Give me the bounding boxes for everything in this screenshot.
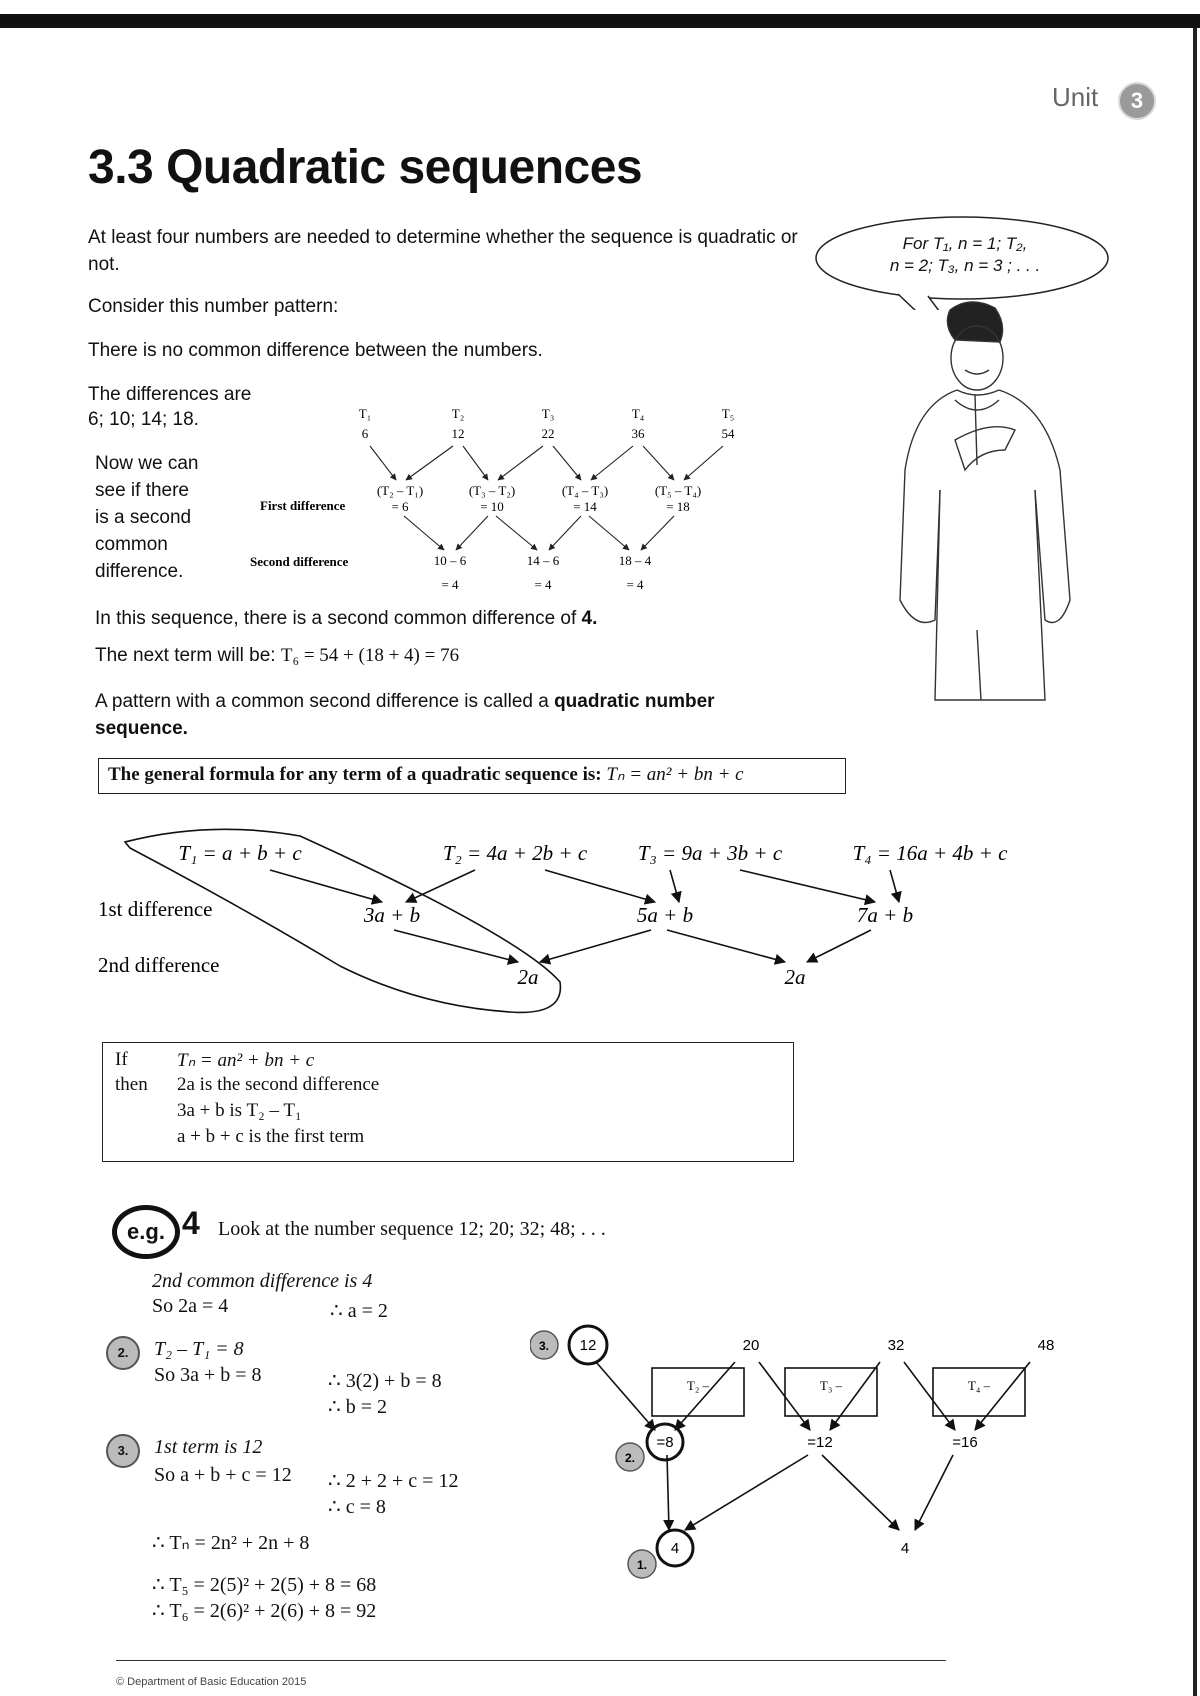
term-label: T₅: [721, 406, 735, 421]
first-difference-label: First difference: [260, 498, 346, 513]
arrow: [643, 446, 674, 480]
step-badge: 1.: [636, 1558, 648, 1572]
intro-paragraph-2: Consider this number pattern:: [88, 296, 339, 317]
intro-paragraph-4a: The differences are: [88, 384, 252, 405]
number-pattern-diagram: [230, 404, 790, 604]
first-difference-expr: (T₄ – T₃): [561, 483, 609, 498]
arrow: [589, 516, 629, 550]
arrow: [975, 1362, 1030, 1430]
general-term: T₄ = 16a + 4b + c: [852, 841, 1008, 865]
arrow: [270, 870, 382, 902]
arrow: [394, 930, 518, 962]
arrow: [670, 870, 679, 902]
arrow: [685, 1455, 808, 1530]
arrow: [807, 930, 871, 962]
p5-line: difference.: [95, 561, 184, 582]
arrow: [406, 446, 453, 480]
step3-badge: 3.: [106, 1434, 140, 1468]
general-second-difference: 2a: [784, 965, 806, 989]
arrow: [675, 1362, 735, 1430]
arrow: [641, 516, 674, 550]
step1-result: ∴ a = 2: [330, 1300, 388, 1322]
term-quadratic: quadratic number: [554, 691, 715, 712]
example-number: 4: [182, 1205, 200, 1241]
general-term: T₁ = a + b + c: [178, 841, 302, 865]
step1-title: 2nd common difference is 4: [152, 1270, 373, 1292]
second-difference-label: Second difference: [250, 554, 349, 569]
step2-line: So 3a + b = 8: [154, 1364, 262, 1386]
difference-box-label: T₃ –: [819, 1378, 843, 1393]
term-value: 12: [451, 426, 465, 441]
step-badge: 3.: [538, 1339, 550, 1353]
second-difference-expr: 14 – 6: [526, 553, 560, 568]
right-border: [1193, 28, 1197, 1696]
arrow: [498, 446, 543, 480]
first-difference-value: = 18: [666, 499, 690, 514]
arrow: [830, 1362, 880, 1430]
arrow: [591, 446, 633, 480]
step1-line: So 2a = 4: [152, 1295, 229, 1317]
second-difference-value: 4: [900, 1540, 910, 1557]
formula-caption: The general formula for any term of a quadratic sequence is:: [108, 764, 607, 785]
step2-title: T₂ – T₁ = 8: [154, 1338, 244, 1360]
if-line: a + b + c is the first term: [177, 1126, 365, 1147]
example-statement: Look at the number sequence 12; 20; 32; 48; . . .: [218, 1218, 606, 1240]
general-formula: Tₙ = an² + bn + c: [606, 764, 744, 785]
step2-result: ∴ b = 2: [328, 1396, 388, 1418]
second-difference-value: = 4: [626, 577, 644, 592]
second-difference-value: 4: [670, 1540, 680, 1557]
arrow: [684, 446, 723, 480]
first-difference-expr: (T₅ – T₄): [654, 483, 702, 498]
if-label: If: [115, 1049, 128, 1070]
first-difference-value: =12: [807, 1434, 833, 1451]
example-badge: e.g.: [112, 1205, 180, 1259]
general-term: T₂ = 4a + 2b + c: [442, 841, 588, 865]
second-difference-expr: 10 – 6: [433, 553, 467, 568]
arrow: [370, 446, 396, 480]
step3-result: ∴ c = 8: [328, 1496, 386, 1518]
arrow: [822, 1455, 899, 1530]
difference-box-label: T₄ –: [967, 1378, 991, 1393]
first-difference-value: = 10: [480, 499, 504, 514]
unit-number-badge: 3: [1118, 82, 1156, 120]
arrow: [904, 1362, 955, 1430]
term-value: 22: [541, 426, 555, 441]
sentence-value: 4.: [581, 608, 598, 629]
second-difference-label: 2nd difference: [98, 953, 220, 977]
general-formula-text: [108, 763, 744, 786]
arrow: [496, 516, 537, 550]
arrow: [463, 446, 488, 480]
sentence-text: In this sequence, there is a second common difference of: [95, 608, 582, 629]
top-border: [0, 14, 1200, 28]
example-difference-diagram: [530, 1320, 1090, 1580]
sequence-term: 32: [887, 1337, 905, 1354]
intro-paragraph-4b: 6; 10; 14; 18.: [88, 409, 199, 430]
step3-line: So a + b + c = 12: [154, 1464, 292, 1486]
first-difference-label: 1st difference: [98, 897, 213, 921]
sentence-text: A pattern with a common second difference is called a: [95, 691, 555, 712]
arrow: [549, 516, 581, 550]
arrow: [456, 516, 488, 550]
general-first-difference: 7a + b: [856, 903, 914, 927]
general-second-difference: 2a: [517, 965, 539, 989]
p5-line: Now we can: [95, 453, 199, 474]
t5-result: ∴ T₅ = 2(5)² + 2(5) + 8 = 68: [152, 1574, 377, 1596]
speech-bubble-text: [840, 233, 1090, 277]
term-label: T₁: [358, 406, 372, 421]
step2-badge: 2.: [106, 1336, 140, 1370]
step3-substitution: ∴ 2 + 2 + c = 12: [328, 1470, 459, 1492]
first-difference-value: = 14: [573, 499, 597, 514]
difference-box-label: T₂ –: [686, 1378, 710, 1393]
intro-paragraph-3: There is no common difference between the numbers.: [88, 340, 543, 361]
term-label: T₄: [631, 406, 645, 421]
term-value: 6: [361, 426, 369, 441]
sequence-term: 12: [579, 1337, 597, 1354]
bubble-line-1: For T₁, n = 1; T₂,: [902, 234, 1028, 253]
if-then-box: [102, 1042, 794, 1162]
arrow: [540, 930, 651, 962]
arrow: [890, 870, 899, 902]
p5-line: common: [95, 534, 168, 555]
general-term-result: ∴ Tₙ = 2n² + 2n + 8: [152, 1532, 310, 1554]
first-difference-value: = 6: [391, 499, 409, 514]
arrow: [406, 870, 475, 902]
general-term: T₃ = 9a + 3b + c: [637, 841, 783, 865]
first-difference-value: =16: [952, 1434, 978, 1451]
if-line: 2a is the second difference: [177, 1074, 380, 1095]
footer-copyright: © Department of Basic Education 2015: [116, 1676, 307, 1688]
sequence-term: 48: [1037, 1337, 1055, 1354]
sentence-text: The next term will be:: [95, 645, 281, 666]
intro-paragraph-1: At least four numbers are needed to determine whether the sequence is quadratic or not.: [88, 227, 798, 275]
general-first-difference: 3a + b: [363, 903, 421, 927]
arrow: [596, 1362, 655, 1430]
general-first-difference: 5a + b: [636, 903, 694, 927]
term-label: T₂: [451, 406, 465, 421]
sequence-term: 20: [742, 1337, 760, 1354]
term-sequence: sequence.: [95, 718, 188, 739]
first-difference-expr: (T₂ – T₁): [376, 483, 424, 498]
term-label: T₃: [541, 406, 555, 421]
t6-result: ∴ T₆ = 2(6)² + 2(6) + 8 = 92: [152, 1600, 377, 1622]
arrow: [404, 516, 444, 550]
second-difference-expr: 18 – 4: [618, 553, 652, 568]
first-difference-expr: (T₃ – T₂): [468, 483, 516, 498]
step-badge: 2.: [624, 1451, 636, 1465]
term-value: 54: [721, 426, 735, 441]
bubble-line-2: n = 2; T₃, n = 3 ; . . .: [889, 256, 1041, 275]
student-illustration: [895, 300, 1095, 760]
step2-substitution: ∴ 3(2) + b = 8: [328, 1370, 442, 1392]
if-line: 3a + b is T₂ – T₁: [177, 1100, 302, 1121]
page-title: 3.3 Quadratic sequences: [88, 141, 643, 194]
arrow: [545, 870, 655, 902]
intro-paragraph-5: [95, 450, 199, 585]
first-difference-value: =8: [656, 1434, 674, 1451]
next-term-sentence: [95, 642, 459, 669]
next-term-formula: T₆ = 54 + (18 + 4) = 76: [280, 645, 460, 666]
arrow: [667, 1455, 669, 1530]
second-difference-sentence: [95, 605, 597, 632]
arrow: [915, 1455, 953, 1530]
second-difference-value: = 4: [534, 577, 552, 592]
step3-title: 1st term is 12: [154, 1436, 263, 1458]
general-difference-diagram: [90, 826, 1100, 1016]
second-difference-value: = 4: [441, 577, 459, 592]
arrow: [667, 930, 785, 962]
arrow: [740, 870, 875, 902]
p5-line: is a second: [95, 507, 192, 528]
term-value: 36: [631, 426, 645, 441]
if-line: Tₙ = an² + bn + c: [177, 1050, 315, 1071]
definition-sentence: [95, 688, 815, 742]
p5-line: see if there: [95, 480, 189, 501]
unit-label: Unit: [1052, 82, 1099, 112]
then-label: then: [115, 1074, 148, 1095]
footer-divider: [116, 1660, 946, 1661]
arrow: [553, 446, 581, 480]
